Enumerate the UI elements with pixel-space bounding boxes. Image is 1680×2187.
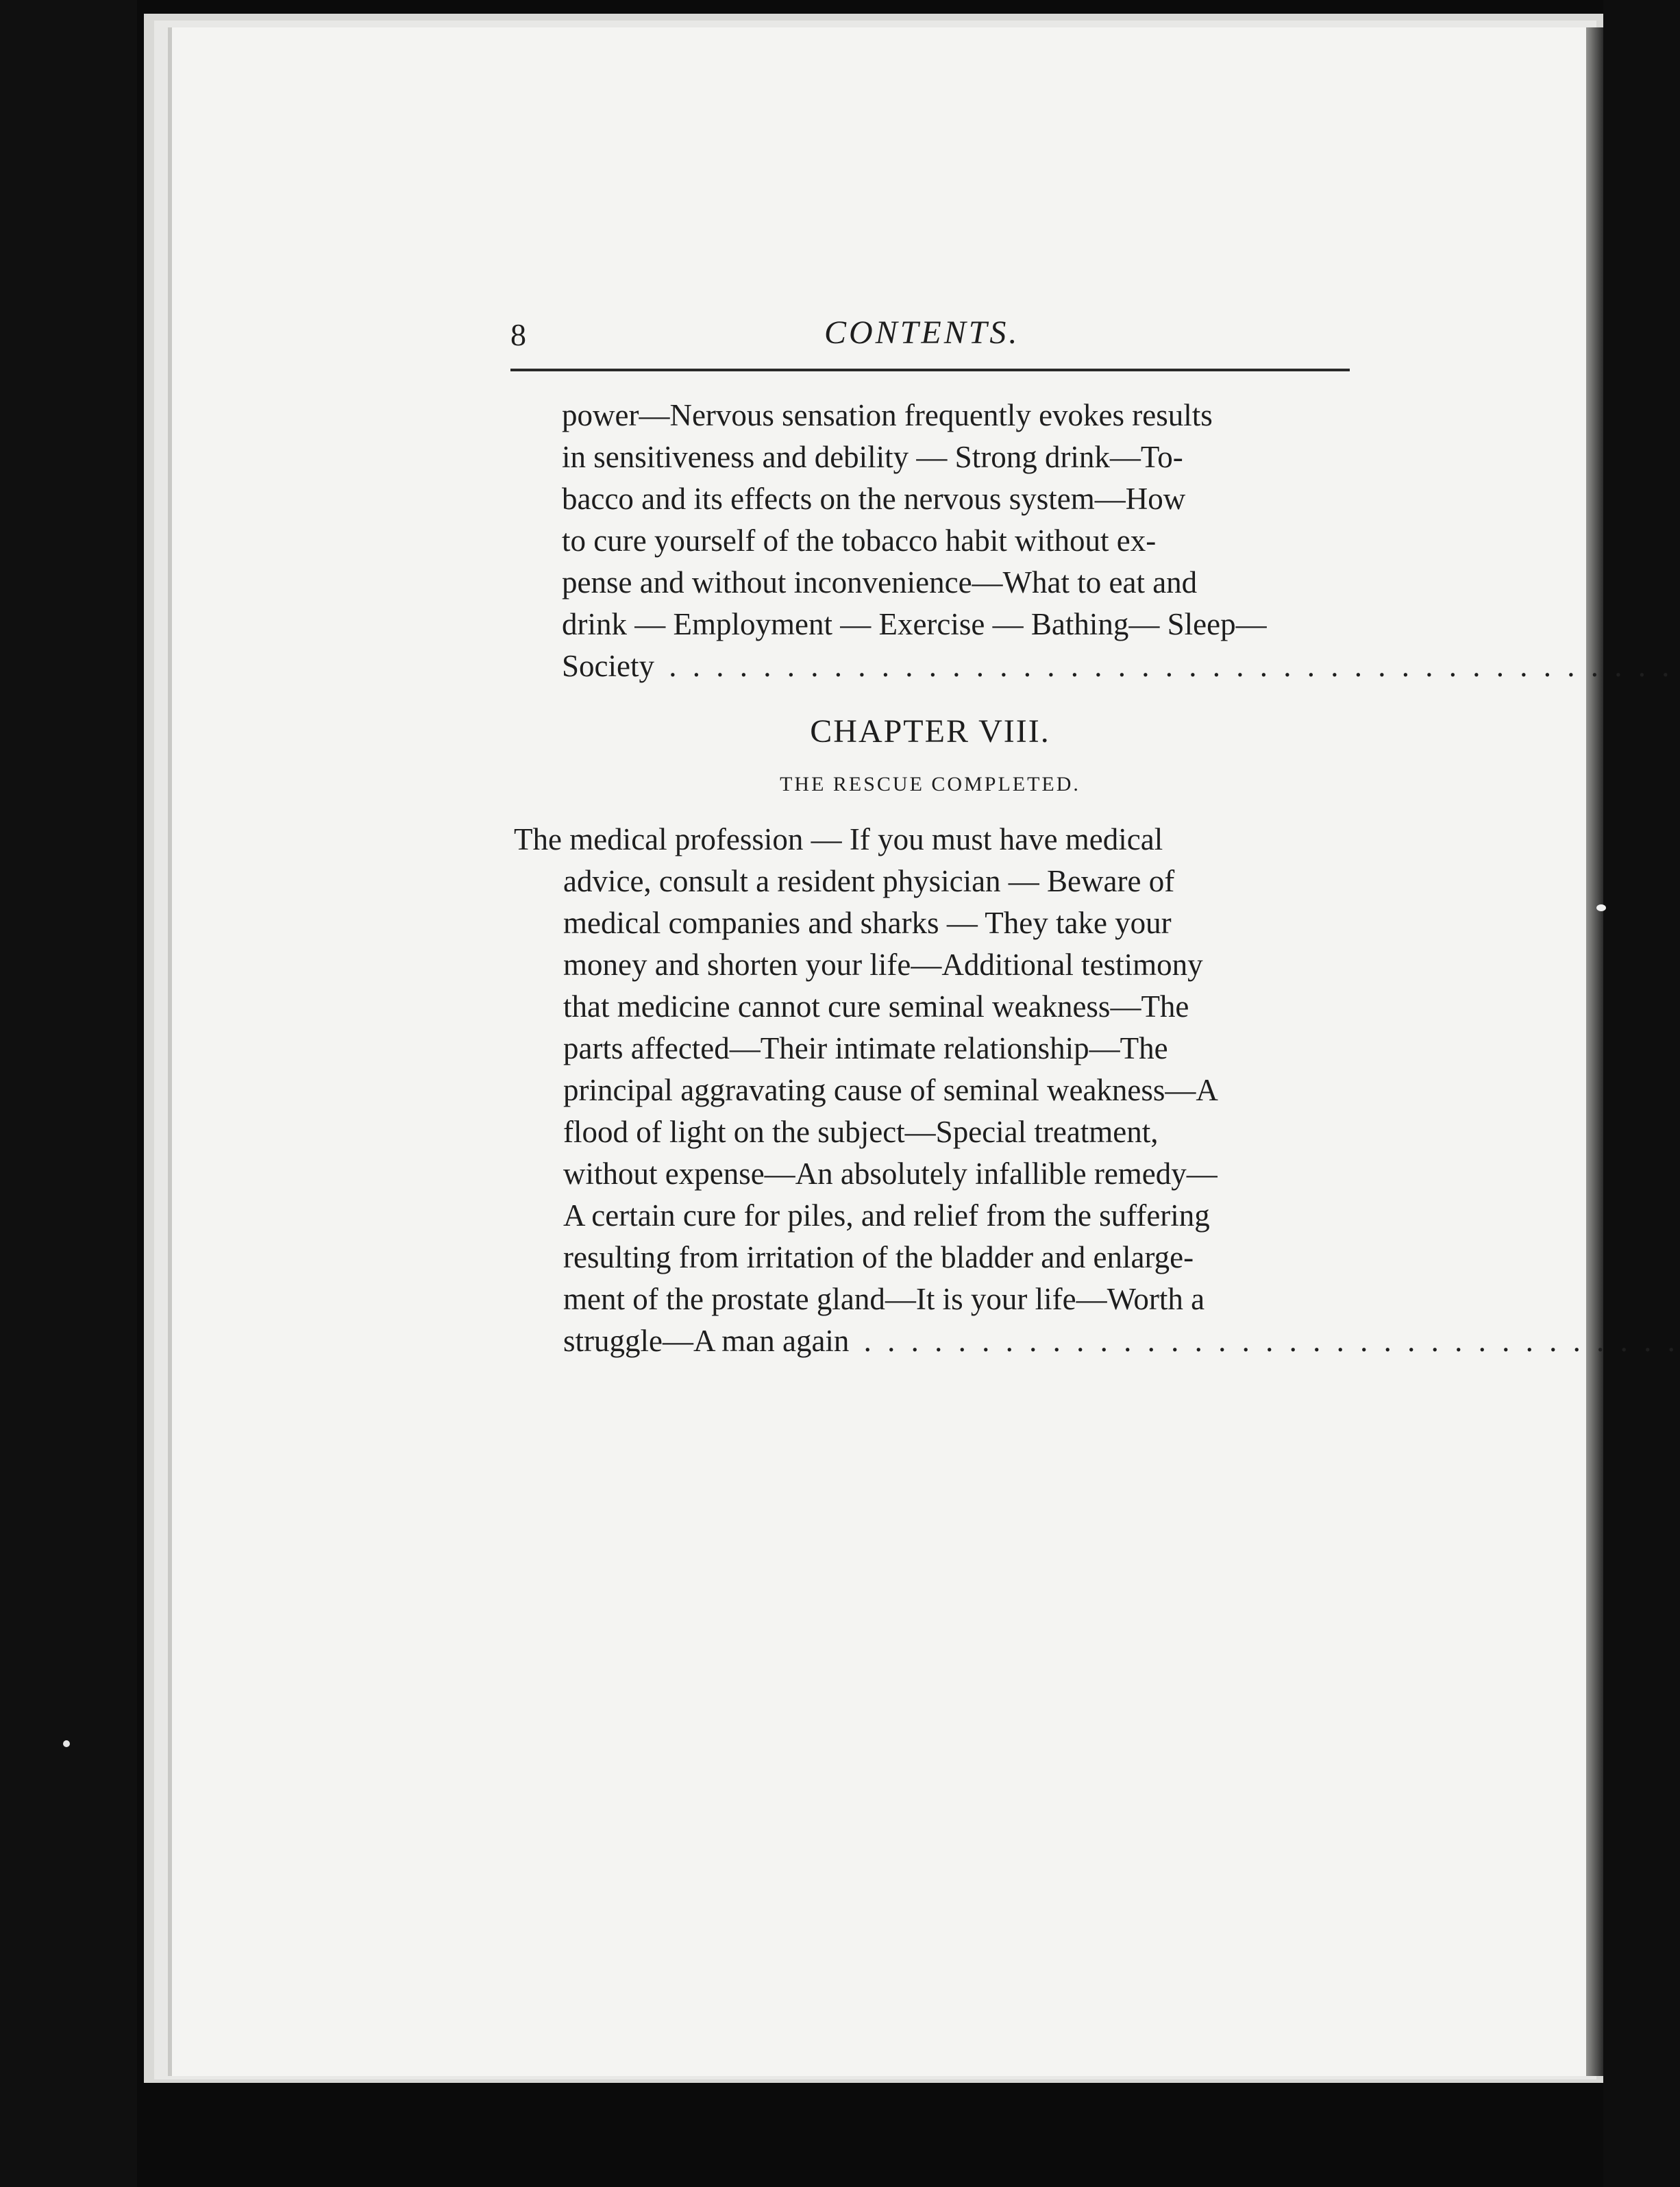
contents-entry-continued	[562, 395, 1357, 687]
entry-line: parts affected—Their intimate relationship—The	[563, 1031, 1168, 1065]
scan-speck	[1596, 904, 1606, 911]
entry-line: medical companies and sharks — They take your	[563, 906, 1172, 940]
entry-line: without expense—An absolutely infallible remedy—	[563, 1157, 1218, 1191]
entry-last-line	[562, 645, 1357, 687]
entry-line: A certain cure for piles, and relief from the suffering	[563, 1198, 1210, 1233]
entry-line: drink — Employment — Exercise — Bathing— Sleep—	[562, 607, 1267, 641]
running-title: CONTENTS.	[824, 314, 1020, 351]
chapter-contents-entry	[514, 819, 1357, 1362]
entry-line: in sensitiveness and debility — Strong drink—To-	[562, 440, 1183, 474]
dot-leader	[669, 649, 1680, 683]
entry-last-line	[514, 1320, 1357, 1362]
entry-line: that medicine cannot cure seminal weakness—The	[563, 989, 1189, 1024]
page-number: 8	[510, 317, 526, 352]
entry-line: advice, consult a resident physician — Beware of	[563, 864, 1175, 898]
entry-line: power—Nervous sensation frequently evokes results	[562, 398, 1213, 432]
chapter-heading: CHAPTER VIII.	[810, 713, 1050, 750]
entry-line: The medical profession — If you must have medical	[514, 822, 1163, 856]
entry-line: resulting from irritation of the bladder and enlarge-	[563, 1240, 1194, 1274]
dot-leader	[864, 1324, 1680, 1358]
entry-last-text: struggle—A man again	[563, 1324, 850, 1358]
entry-line: principal aggravating cause of seminal weakness—A	[563, 1073, 1218, 1107]
scan-background-left	[0, 0, 137, 2187]
entry-last-text: Society	[562, 649, 654, 683]
entry-line: bacco and its effects on the nervous system—How	[562, 482, 1186, 516]
entry-line: flood of light on the subject—Special treatment,	[563, 1115, 1159, 1149]
scan-background-right	[1603, 0, 1680, 2187]
chapter-subtitle: THE RESCUE COMPLETED.	[780, 773, 1080, 795]
entry-line: pense and without inconvenience—What to eat and	[562, 565, 1198, 600]
entry-line: money and shorten your life—Additional testimony	[563, 948, 1203, 982]
entry-line: ment of the prostate gland—It is your life—Worth a	[563, 1282, 1205, 1316]
scan-speck	[63, 1740, 70, 1747]
entry-line: to cure yourself of the tobacco habit without ex-	[562, 523, 1157, 558]
header-rule	[510, 369, 1350, 371]
